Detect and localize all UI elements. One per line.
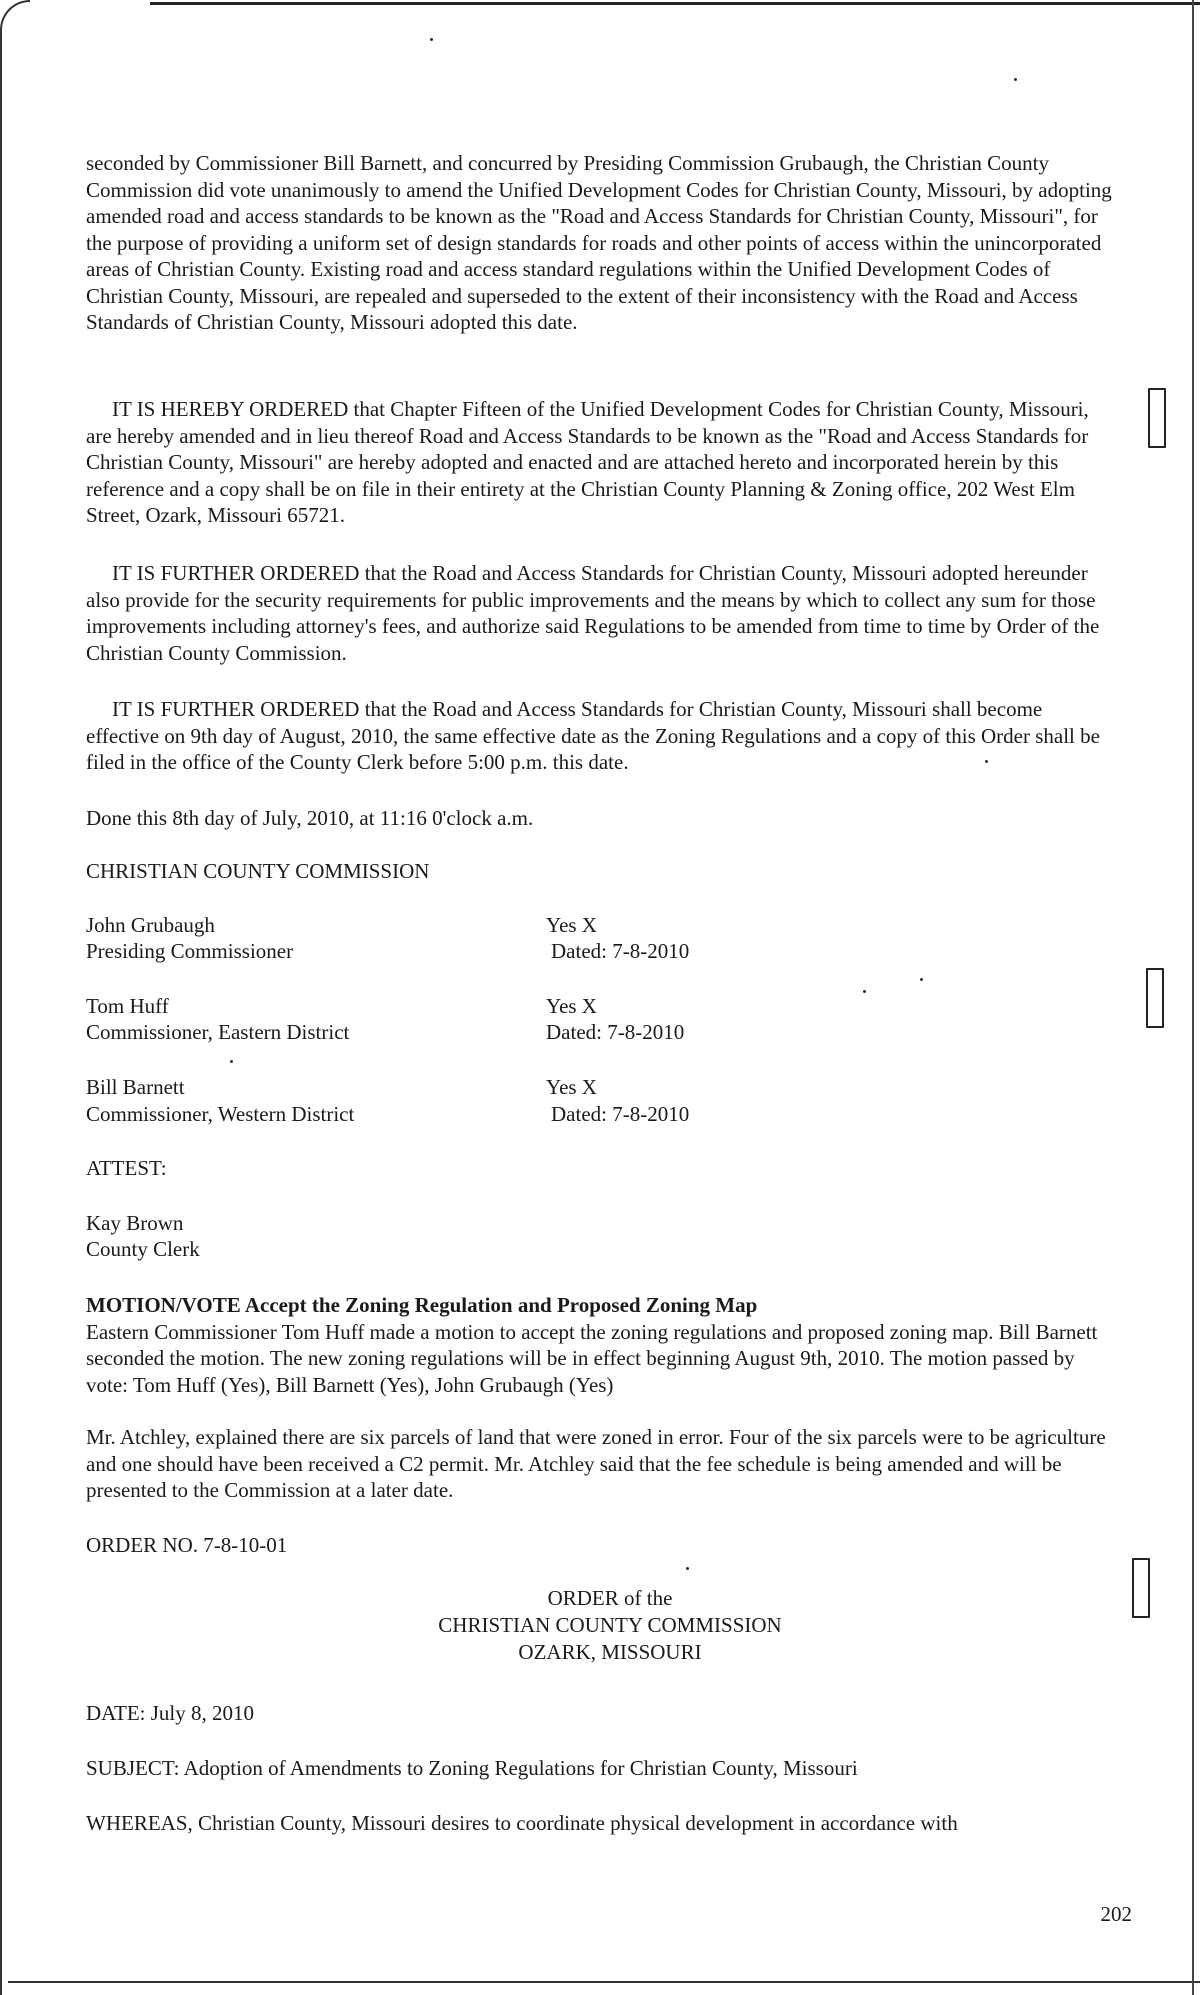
- order-header-line2: CHRISTIAN COUNTY COMMISSION: [438, 1613, 782, 1637]
- order-header-line1: ORDER of the: [547, 1586, 673, 1610]
- scan-speck: [686, 1567, 689, 1570]
- signatory-title: Presiding Commissioner: [86, 939, 294, 963]
- signatory-name: John Grubaugh: [86, 913, 215, 937]
- subject-line: SUBJECT: Adoption of Amendments to Zoning Regulations for Christian County, Missouri: [86, 1756, 858, 1780]
- scan-speck: [1014, 78, 1017, 81]
- signatory-name: Tom Huff: [86, 994, 169, 1018]
- margin-bracket-mark: [1132, 1558, 1150, 1618]
- margin-bracket-mark: [1146, 968, 1164, 1028]
- paragraph-seconded: seconded by Commissioner Bill Barnett, and concurred by Presiding Commission Grubaugh, the Christian County Commission did vote unanimously to amend the Unified Development Codes for Christian County, Missouri, by adopting amended road and access standards to be known as the "Road and Access Standards for Christian County, Missouri", for the purpose of providing a uniform set of design standards for roads and other points of access within the unincorporated areas of Christian County. Existing road and access standard regulations within the Unified Development Codes of Christian County, Missouri, are repealed and superseded to the extent of their inconsistency with the Road and Access Standards of Christian County, Missouri adopted this date.: [86, 151, 1112, 334]
- paragraph-further-ordered-security: IT IS FURTHER ORDERED that the Road and Access Standards for Christian County, Missouri adopted hereunder also provide for the security requirements for public improvements and the means by which to collect any sum for those improvements including attorney's fees, and authorize said Regulations to be amended from time to time by Order of the Christian County Commission.: [86, 561, 1100, 665]
- scan-speck: [920, 978, 923, 981]
- scan-top-edge: [150, 2, 1200, 5]
- attest-title: County Clerk: [86, 1237, 200, 1261]
- paragraph-block: [86, 1424, 1116, 1504]
- paragraph-further-ordered-effective: IT IS FURTHER ORDERED that the Road and Access Standards for Christian County, Missouri shall become effective on 9th day of August, 2010, the same effective date as the Zoning Regulations and a copy of this Order shall be filed in the office of the County Clerk before 5:00 p.m. this date.: [86, 697, 1100, 774]
- paragraph-block: [86, 696, 1116, 776]
- attest-label: ATTEST:: [86, 1156, 167, 1180]
- paragraph-atchley: Mr. Atchley, explained there are six parcels of land that were zoned in error. Four of the six parcels were to be agriculture and one should have been received a C2 permit. Mr. Atchley said that the fee schedule is being amended and will be presented to the Commission at a later date.: [86, 1425, 1106, 1502]
- motion-section: [86, 1292, 1116, 1398]
- date-line: DATE: July 8, 2010: [86, 1701, 254, 1725]
- paragraph-block: [86, 396, 1116, 529]
- done-line: Done this 8th day of July, 2010, at 11:16 0'clock a.m.: [86, 806, 534, 830]
- signatory-dated: Dated: 7-8-2010: [551, 1102, 690, 1126]
- paragraph-block: [86, 150, 1116, 336]
- signatory-title: Commissioner, Western District: [86, 1102, 355, 1126]
- signatory-name: Bill Barnett: [86, 1075, 185, 1099]
- signatory-vote: Yes X: [546, 913, 597, 937]
- commission-heading: CHRISTIAN COUNTY COMMISSION: [86, 859, 430, 883]
- attest-name: Kay Brown: [86, 1211, 184, 1235]
- scan-left-edge: [0, 0, 30, 1995]
- signatory-dated: Dated: 7-8-2010: [551, 939, 690, 963]
- paragraph-block: [86, 560, 1116, 666]
- signatory-vote: Yes X: [546, 1075, 597, 1099]
- scan-speck: [863, 990, 866, 993]
- margin-bracket-mark: [1148, 388, 1166, 448]
- order-header-line3: OZARK, MISSOURI: [518, 1640, 702, 1664]
- scan-bottom-edge: [8, 1981, 1200, 1983]
- whereas-line: WHEREAS, Christian County, Missouri desires to coordinate physical development in accordance with: [86, 1811, 958, 1835]
- page-number: 202: [1100, 1902, 1132, 1926]
- scan-speck: [230, 1060, 233, 1063]
- motion-heading: MOTION/VOTE Accept the Zoning Regulation and Proposed Zoning Map: [86, 1293, 758, 1317]
- scan-speck: [430, 38, 433, 41]
- signatory-vote: Yes X: [546, 994, 597, 1018]
- order-number: ORDER NO. 7-8-10-01: [86, 1533, 288, 1557]
- signatory-dated: Dated: 7-8-2010: [546, 1020, 685, 1044]
- signatory-title: Commissioner, Eastern District: [86, 1020, 350, 1044]
- motion-body: Eastern Commissioner Tom Huff made a motion to accept the zoning regulations and proposed zoning map. Bill Barnett seconded the motion. The new zoning regulations will be in effect beginning August 9th, 2010. The motion passed by vote: Tom Huff (Yes), Bill Barnett (Yes), John Grubaugh (Yes): [86, 1319, 1098, 1397]
- paragraph-hereby-ordered: IT IS HEREBY ORDERED that Chapter Fifteen of the Unified Development Codes for Christian County, Missouri, are hereby amended and in lieu thereof Road and Access Standards to be known as the "Road and Access Standards for Christian County, Missouri" are hereby adopted and enacted and are attached hereto and incorporated herein by this reference and a copy shall be on file in their entirety at the Christian County Planning & Zoning office, 202 West Elm Street, Ozark, Missouri 65721.: [86, 397, 1089, 527]
- scan-right-edge: [1192, 0, 1194, 1995]
